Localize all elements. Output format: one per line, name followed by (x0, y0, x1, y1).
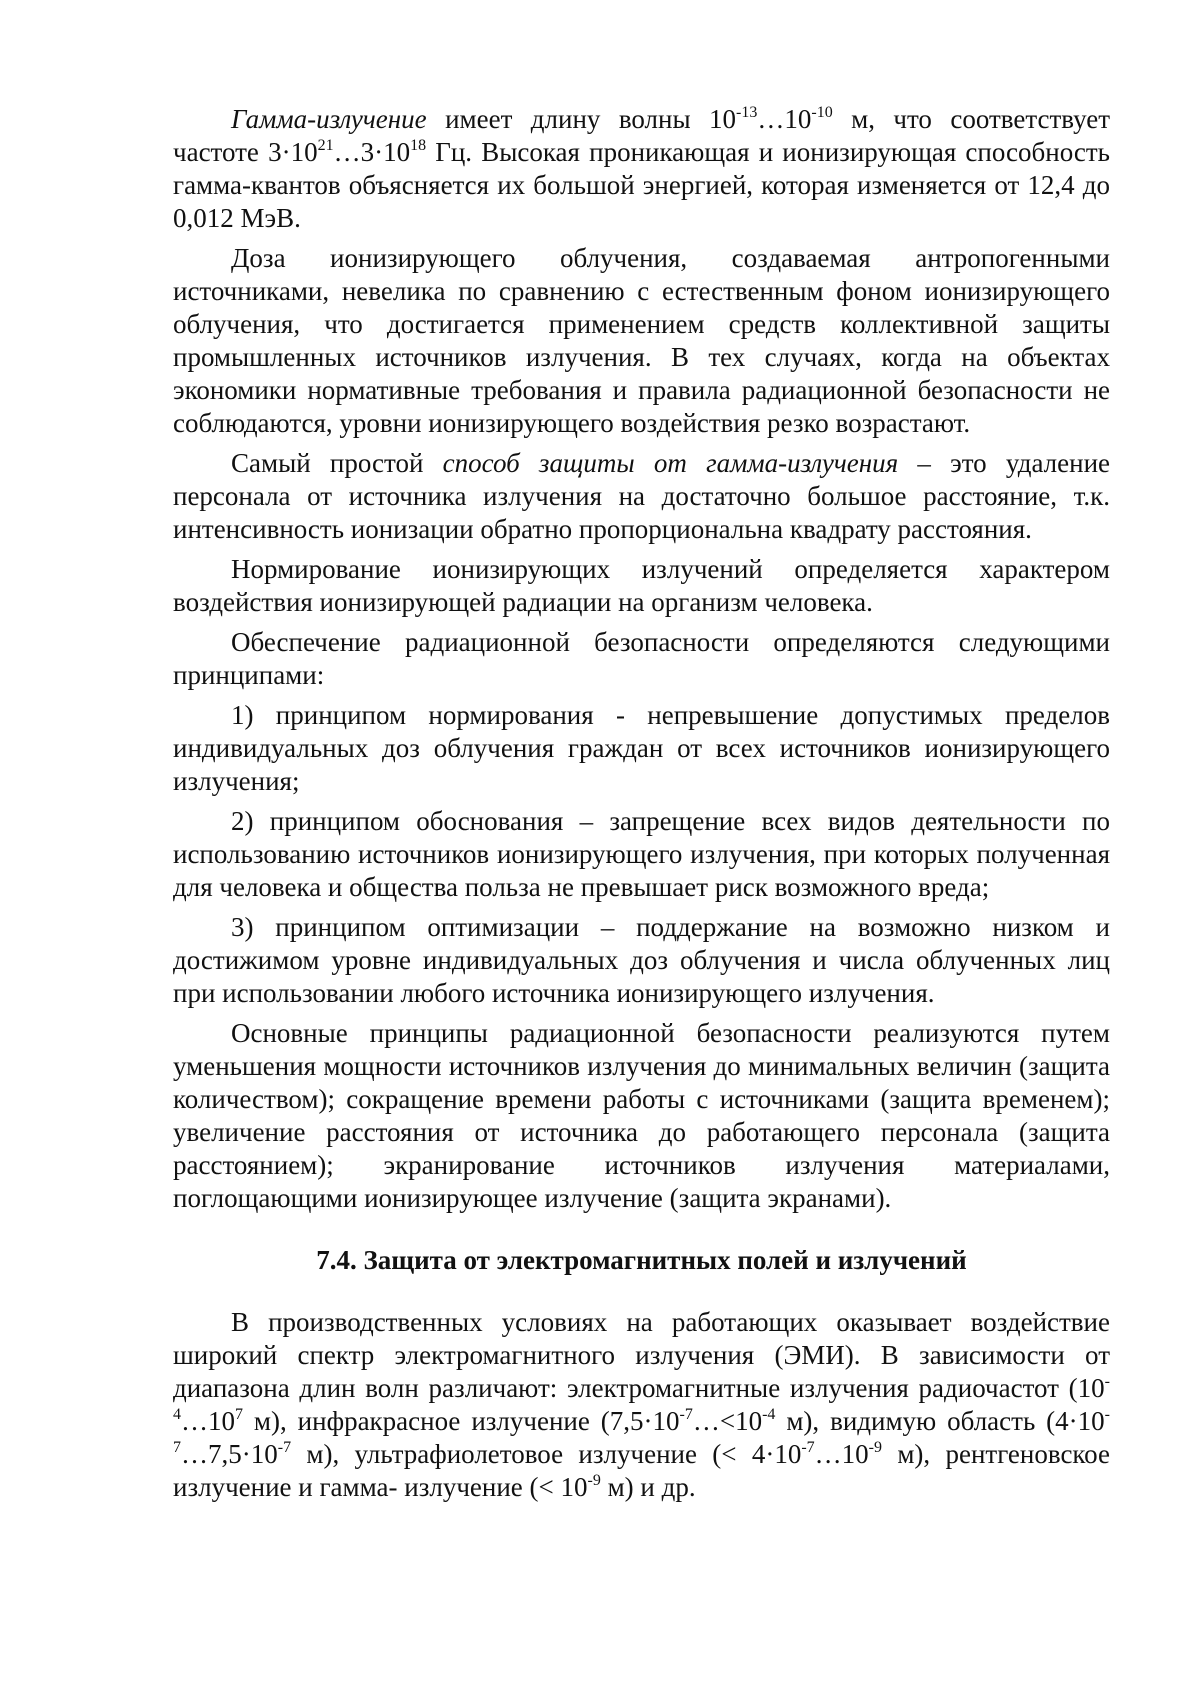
superscript: -13 (736, 104, 758, 121)
superscript: -4 (173, 1373, 1110, 1423)
paragraph-regulation: Нормирование ионизирующих излучений определяется характером воздействия ионизирующей радиации на организм человека. (173, 554, 1110, 617)
paragraph-protection-method (173, 447, 1110, 546)
text: Самый простой (231, 448, 443, 478)
text: м), инфракрасное излучение (7,5·10 (243, 1406, 680, 1436)
text: имеет длину волны 10 (426, 104, 737, 134)
text: м), рентгеновское излучение и гамма- излучение (< 10 (173, 1439, 1110, 1502)
paragraph-principles-intro: Обеспечение радиационной безопасности определяются следующими принципами: (173, 627, 1110, 690)
superscript: -10 (811, 104, 833, 121)
text: …7,5·10 (181, 1439, 278, 1469)
text: …10 (814, 1439, 869, 1469)
superscript: -7 (679, 1406, 693, 1423)
list-item-principle-1: 1) принципом нормирования - непревышение допустимых пределов индивидуальных доз облучения граждан от всех источников ионизирующего излучения; (173, 700, 1110, 796)
paragraph-emi-spectrum (173, 1306, 1110, 1504)
superscript: -7 (277, 1439, 292, 1456)
term-gamma-radiation: Гамма-излучение (231, 104, 427, 134)
superscript: -9 (868, 1439, 882, 1456)
paragraph-gamma-radiation (173, 103, 1110, 235)
paragraph-basic-principles: Основные принципы радиационной безопасности реализуются путем уменьшения мощности источников излучения до минимальных величин (защита количеством); сокращение времени работы с источниками (защита временем); увеличение расстояния от источника до работающего персонала (защита расстоянием); экранирование источников излучения материалами, поглощающими ионизирующее излучение (защита экранами). (173, 1018, 1110, 1213)
section-heading: 7.4. Защита от электромагнитных полей и излучений (316, 1245, 967, 1275)
text: …10 (181, 1406, 235, 1436)
text: – это удаление персонала от источника излучения на достаточно большое расстояние, т.к. интенсивность ионизации обратно пропорциональна квадрату расстояния. (173, 448, 1111, 544)
list-item-principle-3: 3) принципом оптимизации – поддержание на возможно низком и достижимом уровне индивидуальных доз облучения и числа облученных лиц при использовании любого источника ионизирующего излучения. (173, 912, 1110, 1008)
superscript: 18 (410, 137, 427, 154)
superscript: -7 (173, 1406, 1110, 1456)
superscript: -9 (587, 1472, 601, 1489)
text: м) и др. (600, 1472, 696, 1502)
superscript: -7 (801, 1439, 815, 1456)
text: В производственных условиях на работающих оказывает воздействие широкий спектр электромагнитного излучения (ЭМИ). В зависимости от диапазона длин волн различают: электромагнитные излучения радиочастот (10 (173, 1307, 1110, 1403)
term-protection-method: способ защиты от гамма-излучения (442, 448, 899, 478)
text: Гц. Высокая проникающая и ионизирующая способность гамма-квантов объясняется их большой энергией, которая изменяется от 12,4 до 0,012 МэВ. (173, 137, 1110, 233)
superscript: 7 (235, 1406, 243, 1423)
text: …<10 (692, 1406, 763, 1436)
text: м), видимую область (4·10 (775, 1406, 1105, 1436)
paragraph-dose: Доза ионизирующего облучения, создаваемая антропогенными источниками, невелика по сравнению с естественным фоном ионизирующего облучения, что достигается применением средств коллективной защиты промышленных источников излучения. В тех случаях, когда на объектах экономики нормативные требования и правила радиационной безопасности не соблюдаются, уровни ионизирующего воздействия резко возрастают. (173, 243, 1110, 438)
superscript: 21 (317, 137, 334, 154)
text: …3·10 (333, 137, 411, 167)
text: …10 (757, 104, 812, 134)
list-item-principle-2: 2) принципом обоснования – запрещение всех видов деятельности по использованию источников ионизирующего излучения, при которых полученная для человека и общества польза не превышает риск возможного вреда; (173, 806, 1110, 902)
text: м), ультрафиолетовое излучение (< 4·10 (291, 1439, 802, 1469)
superscript: -4 (762, 1406, 776, 1423)
text: м, что соответствует частоте 3·10 (173, 104, 1111, 167)
